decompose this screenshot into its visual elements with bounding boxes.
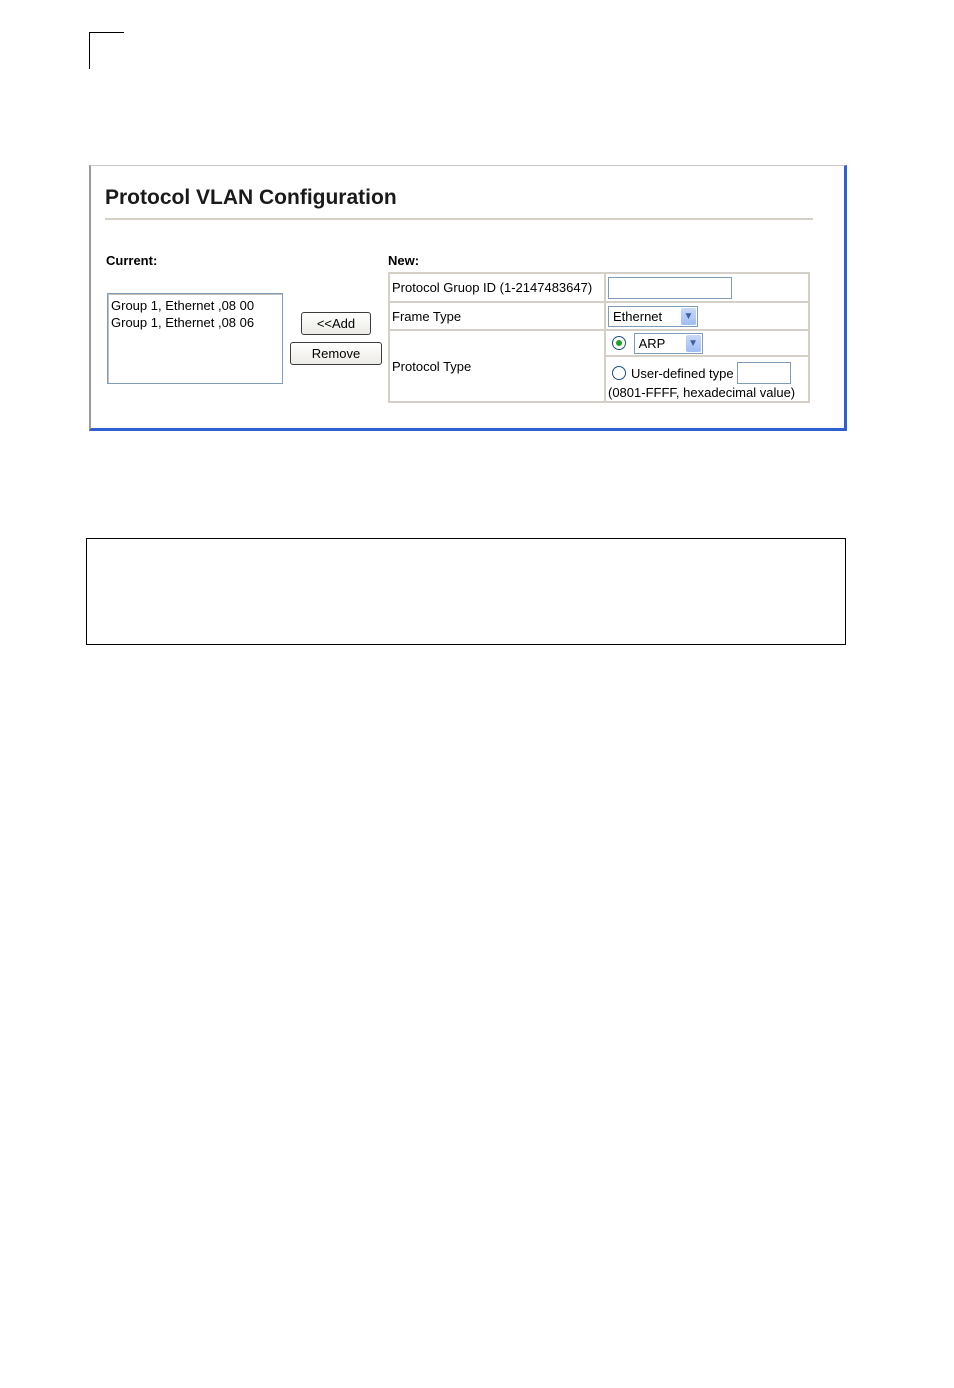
current-protocol-list[interactable] — [107, 293, 283, 384]
frame-type-cell — [605, 302, 809, 330]
group-id-label: Protocol Gruop ID (1-2147483647) — [389, 273, 605, 302]
chevron-down-icon[interactable]: ▼ — [686, 335, 701, 352]
user-defined-input[interactable] — [737, 362, 791, 384]
remove-button[interactable]: Remove — [290, 342, 382, 365]
note-box — [86, 538, 846, 645]
protocol-vlan-panel — [89, 165, 847, 431]
protocol-type-cell — [605, 330, 809, 356]
user-defined-hint: (0801-FFFF, hexadecimal value) — [608, 385, 796, 400]
new-label: New: — [388, 253, 420, 268]
group-id-input[interactable] — [608, 277, 732, 299]
title-divider — [105, 218, 813, 220]
user-defined-label: User-defined type — [631, 365, 734, 381]
frame-type-label: Frame Type — [389, 302, 605, 330]
group-id-cell — [605, 273, 809, 302]
page-title: Protocol VLAN Configuration — [105, 186, 397, 209]
frame-type-select[interactable] — [608, 306, 698, 327]
protocol-type-select[interactable] — [634, 333, 703, 354]
user-defined-radio[interactable] — [612, 366, 626, 380]
page-corner-mark — [89, 32, 124, 69]
list-item[interactable]: Group 1, Ethernet ,08 06 — [111, 315, 255, 330]
new-protocol-form — [388, 272, 810, 403]
add-button[interactable]: <<Add — [301, 312, 371, 335]
protocol-type-label: Protocol Type — [389, 330, 605, 402]
protocol-type-value: ARP — [638, 335, 666, 351]
list-item[interactable]: Group 1, Ethernet ,08 00 — [111, 298, 255, 313]
protocol-type-radio[interactable] — [612, 336, 626, 350]
user-defined-cell — [605, 356, 809, 402]
current-label: Current: — [106, 253, 158, 268]
frame-type-value: Ethernet — [613, 308, 663, 324]
chevron-down-icon[interactable]: ▼ — [681, 308, 696, 325]
